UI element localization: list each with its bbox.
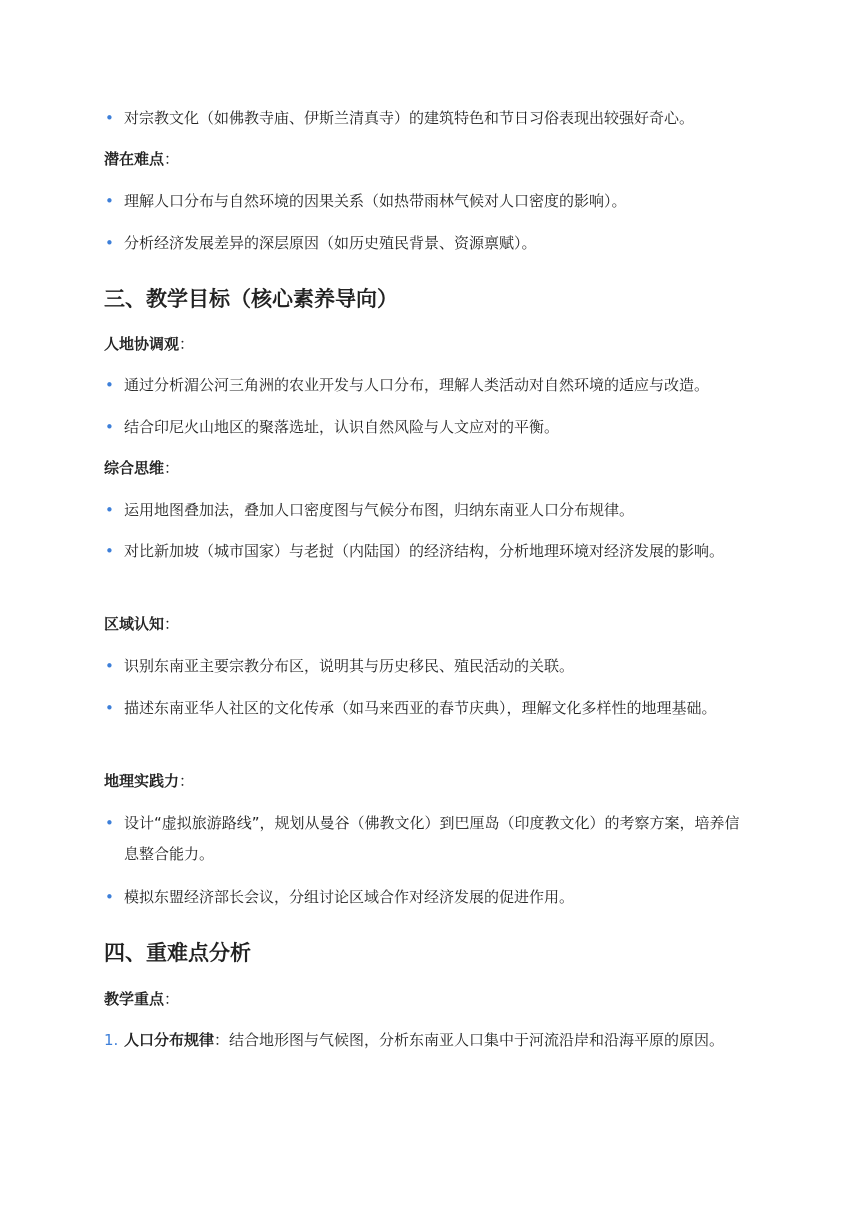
colon: ： — [164, 990, 180, 1008]
list-item-text: 模拟东盟经济部长会议，分组讨论区域合作对经济发展的促进作用。 — [124, 888, 575, 906]
list-item — [105, 228, 744, 259]
colon: ： — [164, 615, 180, 633]
list-item — [105, 103, 744, 134]
list-item — [105, 808, 744, 870]
list-number: 1. — [104, 1031, 119, 1049]
geo-practice-label — [104, 770, 194, 792]
integrated-thinking-label — [104, 457, 179, 479]
colon: ： — [164, 459, 180, 477]
regional-cognition-label — [104, 613, 179, 635]
bullet-dot: • — [105, 657, 114, 675]
list-item — [105, 370, 744, 401]
section-heading: 四、重难点分析 — [104, 941, 251, 965]
list-item-text: 描述东南亚华人社区的文化传承（如马来西亚的春节庆典），理解文化多样性的地理基础。 — [124, 699, 717, 717]
colon: ： — [164, 150, 180, 168]
bullet-dot: • — [105, 192, 114, 210]
list-item-text: 识别东南亚主要宗教分布区，说明其与历史移民、殖民活动的关联。 — [124, 657, 575, 675]
bullet-dot: • — [105, 501, 114, 519]
bullet-dot: • — [105, 699, 114, 717]
bullet-dot: • — [105, 376, 114, 394]
bullet-dot: • — [105, 814, 114, 832]
bullet-dot: • — [105, 888, 114, 906]
list-item — [105, 536, 744, 567]
list-item — [105, 412, 744, 443]
list-item-text: 结合印尼火山地区的聚落选址，认识自然风险与人文应对的平衡。 — [124, 418, 560, 436]
human-land-label — [104, 333, 194, 355]
list-item-text: 通过分析湄公河三角洲的农业开发与人口分布，理解人类活动对自然环境的适应与改造。 — [124, 376, 710, 394]
label-text: 人地协调观 — [104, 335, 180, 353]
list-item — [105, 693, 744, 724]
bullet-dot: • — [105, 542, 114, 560]
item-title: 人口分布规律 — [124, 1031, 215, 1049]
label-text: 潜在难点 — [104, 150, 165, 168]
list-item — [105, 186, 744, 217]
list-item — [105, 495, 744, 526]
label-text: 区域认知 — [104, 615, 165, 633]
bullet-dot: • — [105, 109, 114, 127]
section-heading: 三、教学目标（核心素养导向） — [104, 287, 398, 311]
list-item — [105, 651, 744, 682]
colon: ： — [179, 772, 195, 790]
numbered-list-item — [104, 1025, 744, 1056]
difficulties-label — [104, 148, 179, 170]
bullet-dot: • — [105, 234, 114, 252]
item-text: 结合地形图与气候图，分析东南亚人口集中于河流沿岸和沿海平原的原因。 — [229, 1031, 725, 1049]
list-item-text: 对比新加坡（城市国家）与老挝（内陆国）的经济结构，分析地理环境对经济发展的影响。 — [124, 542, 725, 560]
colon: ： — [179, 335, 195, 353]
colon: ： — [214, 1031, 230, 1049]
list-item — [105, 882, 744, 913]
bullet-dot: • — [105, 418, 114, 436]
label-text: 综合思维 — [104, 459, 165, 477]
list-item-text: 分析经济发展差异的深层原因（如历史殖民背景、资源禀赋）。 — [124, 234, 537, 252]
label-text: 教学重点 — [104, 990, 165, 1008]
label-text: 地理实践力 — [104, 772, 180, 790]
list-item-text: 运用地图叠加法，叠加人口密度图与气候分布图，归纳东南亚人口分布规律。 — [124, 501, 635, 519]
list-item-text: 理解人口分布与自然环境的因果关系（如热带雨林气候对人口密度的影响）。 — [124, 192, 627, 210]
list-item-text: 设计“虚拟旅游路线”，规划从曼谷（佛教文化）到巴厘岛（印度教文化）的考察方案，培养信息整合能力。 — [124, 814, 740, 863]
list-item-text: 对宗教文化（如佛教寺庙、伊斯兰清真寺）的建筑特色和节日习俗表现出较强好奇心。 — [124, 109, 695, 127]
key-points-label — [104, 988, 179, 1010]
